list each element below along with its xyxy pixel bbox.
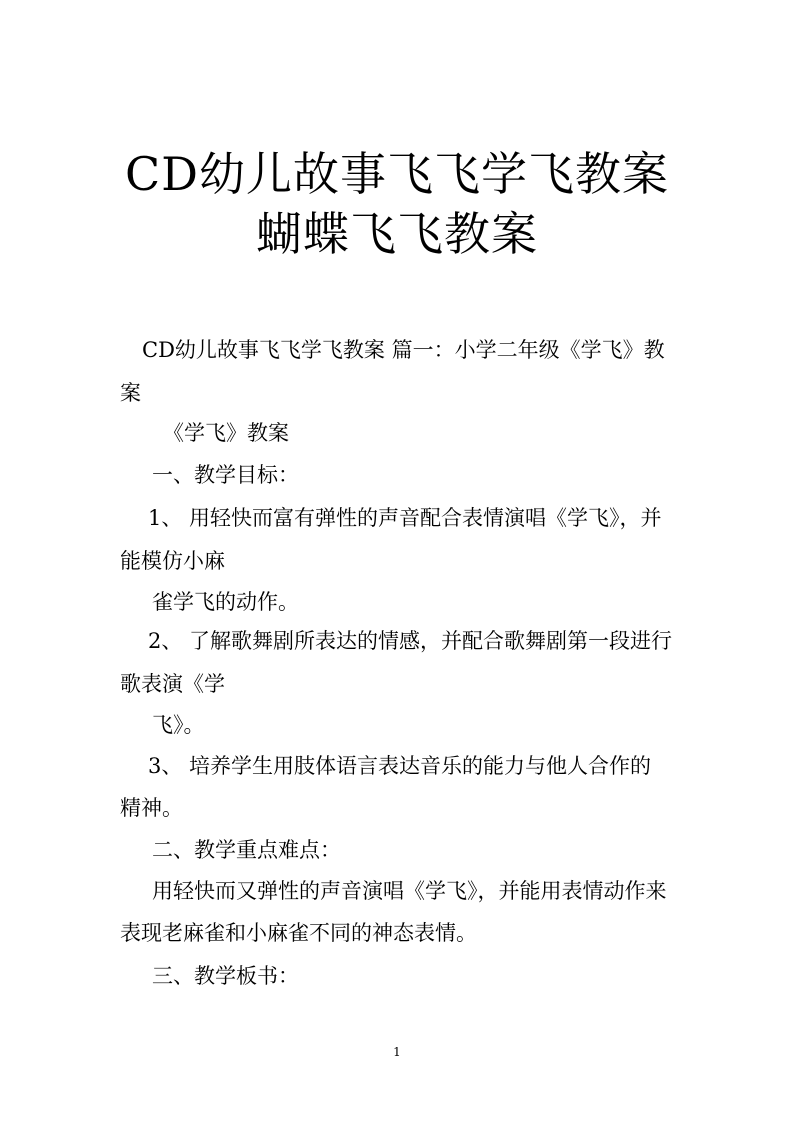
body-line: 二、教学重点难点： xyxy=(152,838,341,862)
body-line: CD幼儿故事飞飞学飞教案 篇一：小学二年级《学飞》教 xyxy=(142,338,665,362)
body-line: 1、 用轻快而富有弹性的声音配合表情演唱《学飞》，并 xyxy=(148,506,662,530)
page-number: 1 xyxy=(393,1045,401,1059)
body-line: 歌表演《学 xyxy=(120,672,225,696)
body-line: 精神。 xyxy=(120,796,183,820)
body-line: 雀学飞的动作。 xyxy=(152,590,299,614)
body-line: 2、 了解歌舞剧所表达的情感，并配合歌舞剧第一段进行 xyxy=(148,629,673,653)
body-line: 《学飞》教案 xyxy=(163,421,289,445)
document-title-line-2: 蝴蝶飞飞教案 xyxy=(256,207,538,261)
body-line: 一、教学目标： xyxy=(152,463,299,487)
body-line: 能模仿小麻 xyxy=(120,549,225,573)
body-line: 案 xyxy=(120,381,141,405)
body-line: 飞》。 xyxy=(152,713,205,737)
document-title-line-1: CD幼儿故事飞飞学飞教案 xyxy=(124,147,670,201)
body-line: 用轻快而又弹性的声音演唱《学飞》，并能用表情动作来 xyxy=(152,879,667,903)
body-line: 表现老麻雀和小麻雀不同的神态表情。 xyxy=(120,921,477,945)
body-line: 3、 培养学生用肢体语言表达音乐的能力与他人合作的 xyxy=(148,754,652,778)
body-line: 三、教学板书： xyxy=(152,964,299,988)
